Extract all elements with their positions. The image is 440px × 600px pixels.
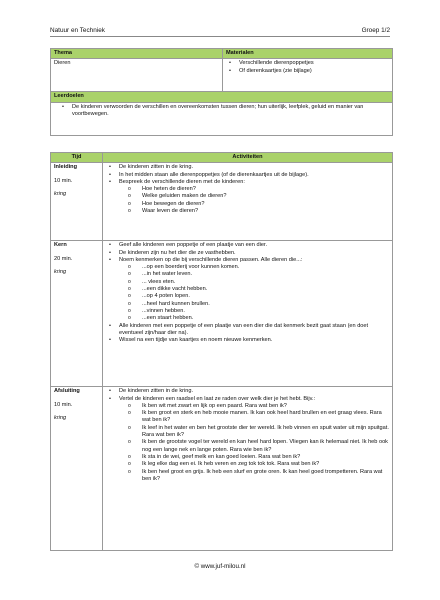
sub-item: o Waar leven de dieren? bbox=[106, 208, 389, 215]
list-item: • Of dierenkaartjes (zie bijlage) bbox=[226, 68, 389, 75]
sub-item: o Hoe heten de dieren? bbox=[106, 186, 389, 193]
overview-table bbox=[50, 48, 393, 136]
tijd-heading: Tijd bbox=[51, 153, 103, 163]
sub-item: o Ik leef in het water en ben het grootste dier ter wereld. Ik heb vinnen en spuit water uit mijn spuitgat. Rara wat ben ik? bbox=[106, 425, 389, 440]
sub-item: o Ik leg elke dag een ei. Ik heb veren en zeg tok tok tok. Rara wat ben ik? bbox=[106, 461, 389, 468]
phase-form: kring bbox=[54, 190, 67, 197]
activity-text: De kinderen zitten in de kring. bbox=[119, 388, 194, 395]
activity-item bbox=[106, 172, 389, 179]
activity-item bbox=[106, 388, 389, 395]
phase-name: Afsluiting bbox=[54, 388, 80, 395]
sub-item: o ...op een boerderij voor kunnen komen. bbox=[106, 264, 389, 271]
thema-value: Dieren bbox=[51, 59, 223, 92]
list-item: • De kinderen verwoorden de verschillen en overeenkomsten tussen dieren; hun uiterlijk, leefplek, geluid en manier van voortbewegen. bbox=[59, 104, 389, 119]
group-label: Groep 1/2 bbox=[361, 27, 390, 34]
phase-activities bbox=[103, 387, 393, 551]
activity-item bbox=[106, 396, 389, 403]
activity-text: In het midden staan alle dierenpoppetjes (of de dierenkaartjes uit de bijlage). bbox=[119, 171, 309, 178]
activities-table bbox=[50, 152, 393, 551]
activity-text: Wissel na een tijdje van kaartjes en noem nieuwe kenmerken. bbox=[119, 337, 273, 344]
sub-item: o ...op 4 poten lopen. bbox=[106, 293, 389, 300]
sub-item: o Ik sta in de wei, geef melk en kan goed loeien. Rara wat ben ik? bbox=[106, 454, 389, 461]
phase-activities bbox=[103, 241, 393, 387]
phase-name: Kern bbox=[54, 242, 67, 249]
page-header bbox=[50, 27, 390, 34]
activity-item bbox=[106, 242, 389, 249]
sub-item: o Ik ben wit met zwart en lijk op een paard. Rara wat ben ik? bbox=[106, 403, 389, 410]
phase-duration: 10 min. bbox=[54, 177, 73, 184]
sub-item: o ...vinnen hebben. bbox=[106, 308, 389, 315]
phase-duration: 20 min. bbox=[54, 255, 73, 262]
sub-item: o ...in het water leven. bbox=[106, 271, 389, 278]
phase-name: Inleiding bbox=[54, 164, 77, 171]
activity-text: De kinderen zitten in de kring. bbox=[119, 164, 194, 171]
sub-item: o Hoe bewegen de dieren? bbox=[106, 201, 389, 208]
phase-activities bbox=[103, 163, 393, 241]
activity-text: Alle kinderen met een poppetje of een plaatje van een dier die dat kenmerk bezit gaat staan (en doet eventueel zijn/haar dier na). bbox=[119, 322, 369, 336]
sub-item: o ... vlees eten. bbox=[106, 279, 389, 286]
phase-form: kring bbox=[54, 268, 67, 275]
sub-item: o Ik ben heel groot en grijs. Ik heb een slurf en grote oren. Ik kan heel goed trompetteren. Rara wat ben ik? bbox=[106, 469, 389, 484]
phase-time-cell bbox=[51, 163, 103, 241]
activity-item bbox=[106, 323, 389, 338]
activity-text: Noem kenmerken op die bij verschillende dieren passen. Alle dieren die...: bbox=[119, 256, 303, 263]
sub-item: o ...een dikke vacht hebben. bbox=[106, 286, 389, 293]
footer-credit: © www.juf-milou.nl bbox=[194, 563, 246, 570]
activity-text: De kinderen zijn nu het dier die ze vasthebben. bbox=[119, 249, 236, 256]
activity-item bbox=[106, 164, 389, 171]
sub-item: o ...heel hard kunnen brullen. bbox=[106, 301, 389, 308]
sub-item: o Welke geluiden maken de dieren? bbox=[106, 193, 389, 200]
leerdoelen-cell bbox=[51, 102, 393, 135]
activity-item bbox=[106, 179, 389, 186]
phase-time-cell bbox=[51, 387, 103, 551]
activity-item bbox=[106, 337, 389, 344]
sub-item: o ...een staart hebben. bbox=[106, 315, 389, 322]
subject-title: Natuur en Techniek bbox=[50, 27, 105, 34]
sub-item: o Ik ben groot en sterk en heb mooie manen. Ik kan ook heel hard brullen en eet graag vlees. Rara wat ben ik? bbox=[106, 410, 389, 425]
list-item: • Verschillende dierenpoppetjes bbox=[226, 60, 389, 67]
activity-text: Geef alle kinderen een poppetje of een plaatje van een dier. bbox=[119, 242, 268, 249]
leerdoelen-heading: Leerdoelen bbox=[51, 92, 393, 102]
thema-heading: Thema bbox=[51, 49, 223, 59]
sub-item: o Ik ben de grootste vogel ter wereld en kan heel hard lopen. Vliegen kan ik helemaal niet. Ik heb ook nog een lange nek en lange poten. Rara wie ben ik? bbox=[106, 439, 389, 454]
activity-item bbox=[106, 257, 389, 264]
header-divider bbox=[50, 36, 390, 37]
activity-text: Bespreek de verschillende dieren met de kinderen: bbox=[119, 178, 245, 185]
phase-time-cell bbox=[51, 241, 103, 387]
activity-item bbox=[106, 250, 389, 257]
phase-form: kring bbox=[54, 414, 67, 421]
activiteiten-heading: Activiteiten bbox=[103, 153, 393, 163]
phase-duration: 10 min. bbox=[54, 401, 73, 408]
materialen-heading: Materialen bbox=[223, 49, 393, 59]
activity-text: Vertel de kinderen een raadsel en laat ze raden over welk dier je het hebt. Bijv.: bbox=[119, 395, 316, 402]
materialen-cell bbox=[223, 59, 393, 92]
